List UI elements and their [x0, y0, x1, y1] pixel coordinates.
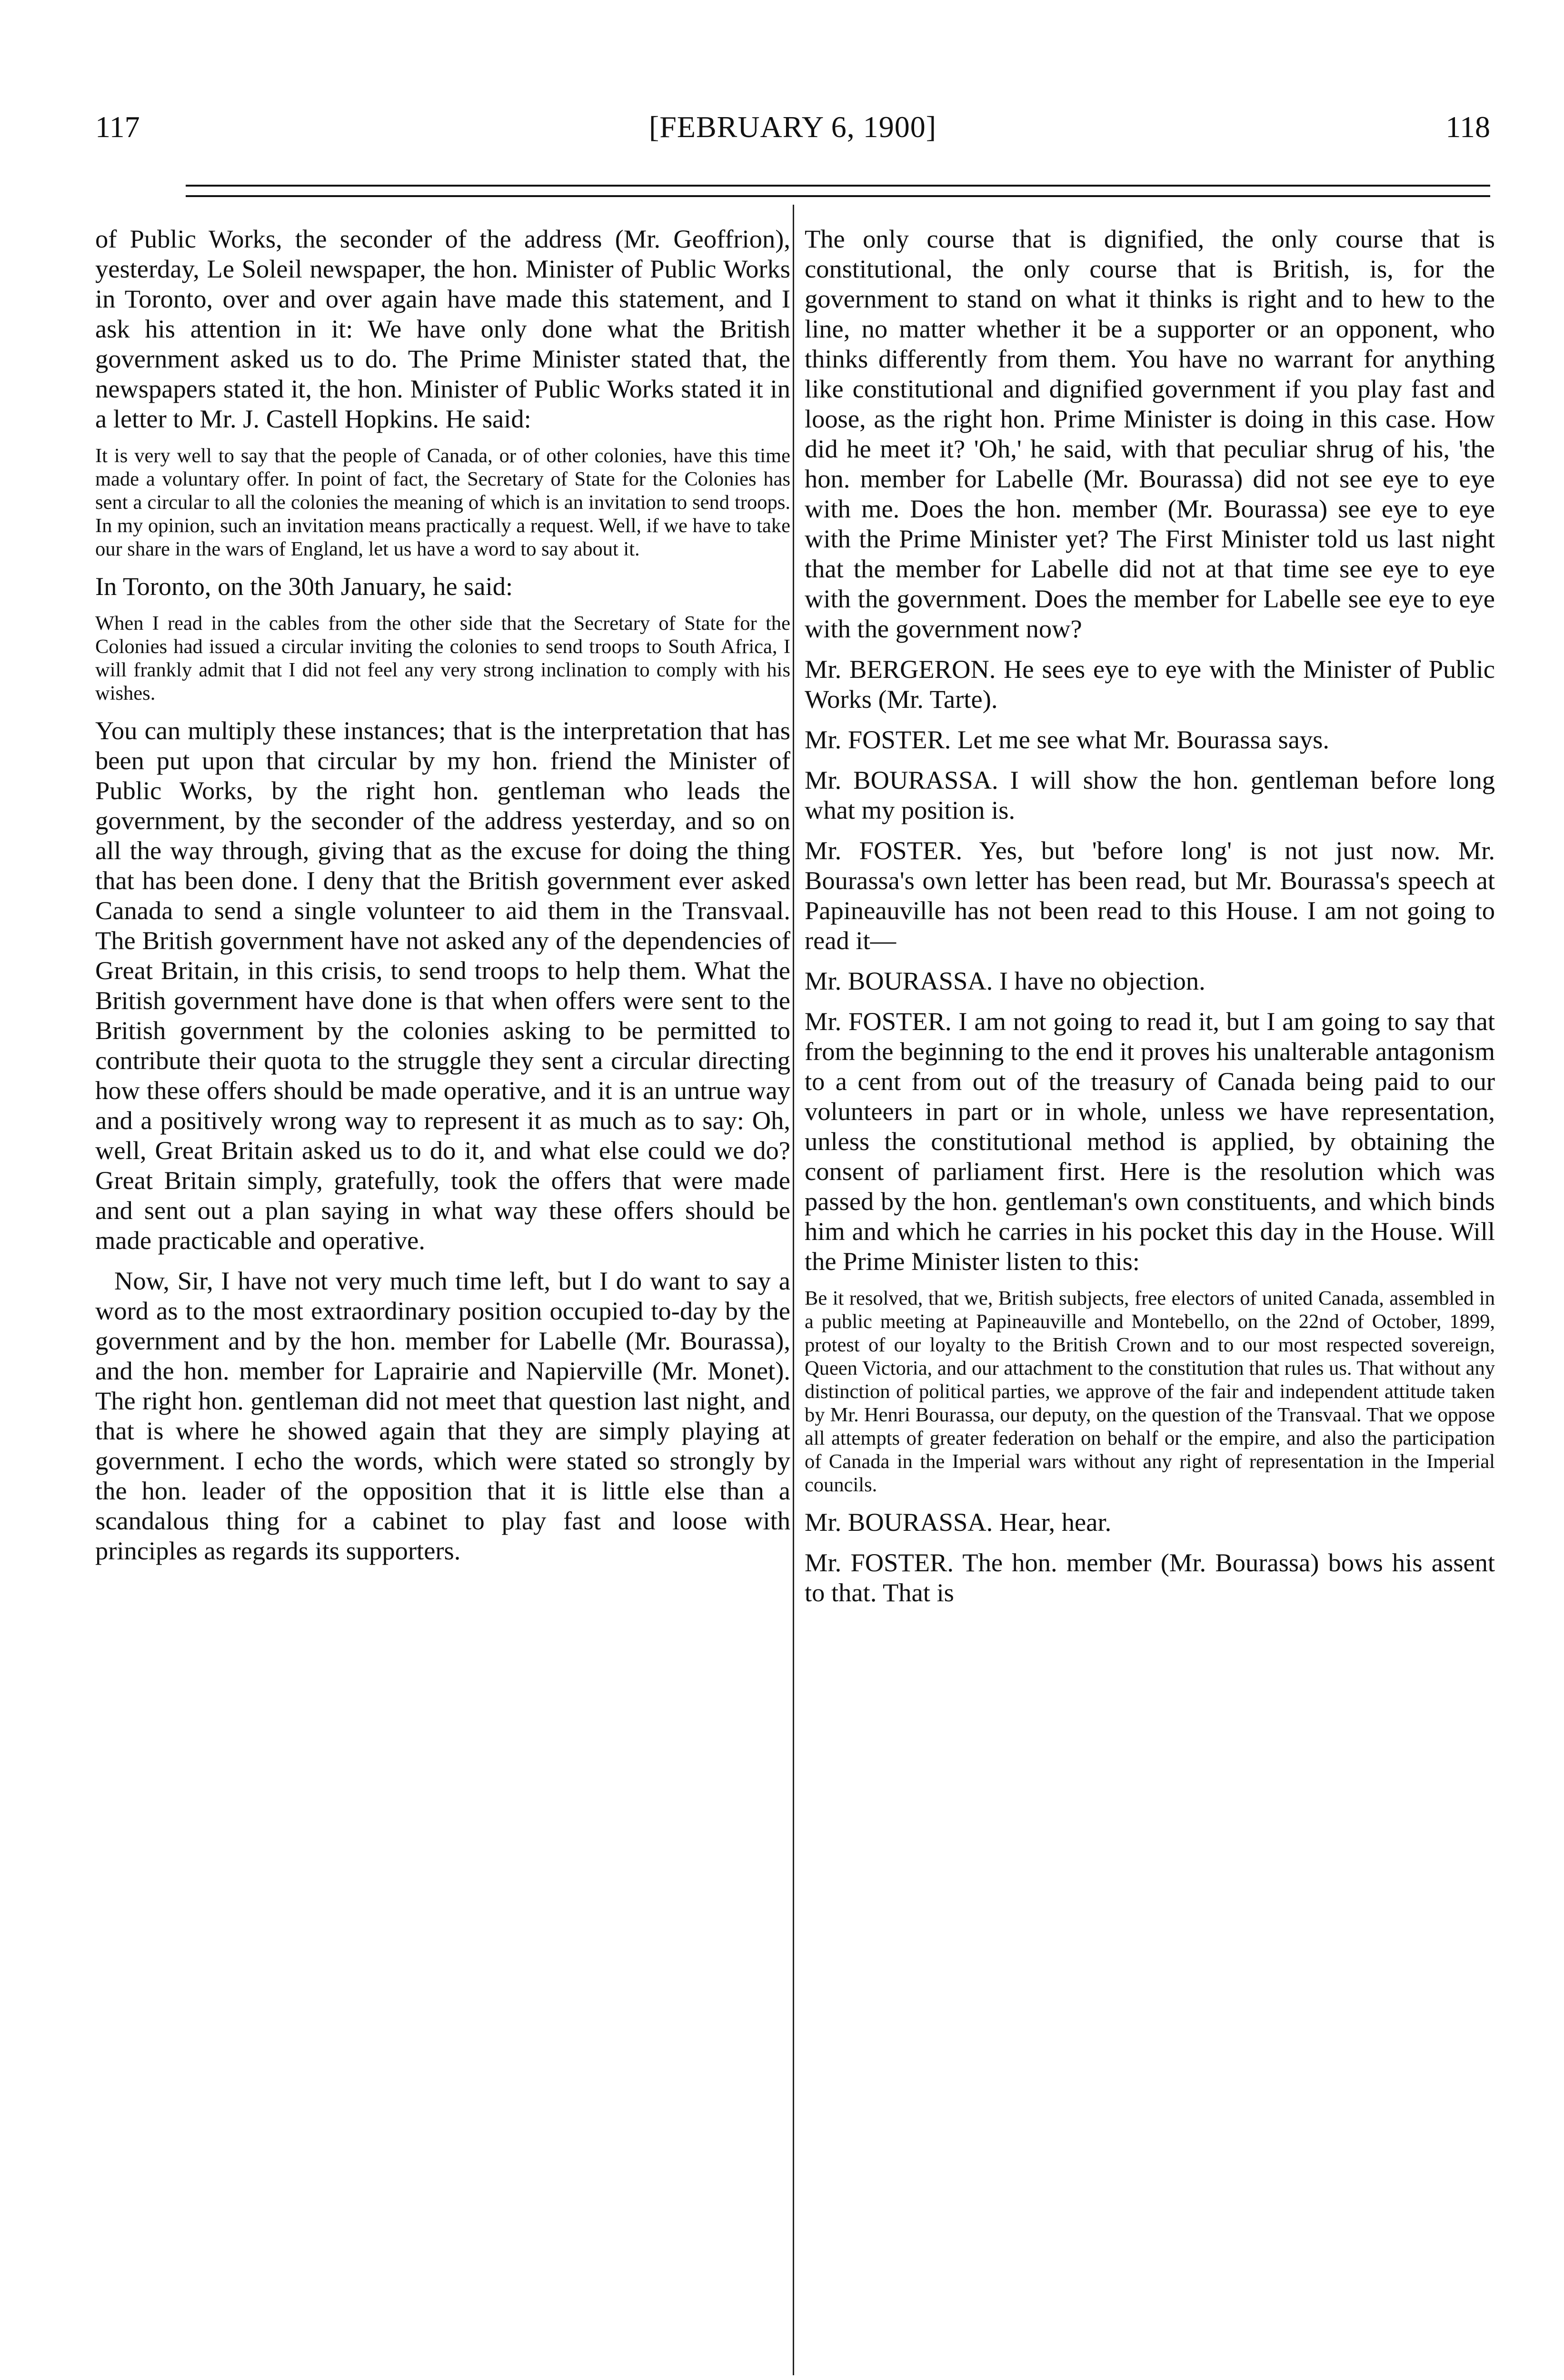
resolution-quotation: Be it resolved, that we, British subjects, free electors of united Canada, assembled in a public meeting at Papineauville and Montebello, on the 22nd of October, 1899, protest of our loyalty to the British Crown and to our most respected sovereign, Queen Victoria, and our attachment to the constitution that rules us. That without any distinction of political parties, we approve of the fair and independent attitude taken by Mr. Henri Bourassa, our deputy, on the question of the Transvaal. That we oppose all attempts of greater federation on behalf or the empire, and also the participation of Canada in the Imperial wars without any right of representation in the Imperial councils. [805, 1287, 1495, 1496]
paragraph: Now, Sir, I have not very much time left, but I do want to say a word as to the most extraordinary position occupied to-day by the government and by the hon. member for Labelle (Mr. Bourassa), and the hon. member for Laprairie and Napierville (Mr. Monet). The right hon. gentleman did not meet that question last night, and that is where he showed again that they are simply playing at government. I echo the words, which were stated so strongly by the hon. leader of the opposition that it is little else than a scandalous thing for a cabinet to play fast and loose with principles as regards its supporters. [95, 1266, 790, 1565]
speech-foster: Mr. FOSTER. The hon. member (Mr. Bourassa) bows his assent to that. That is [805, 1548, 1495, 1607]
speech-foster: Mr. FOSTER. Let me see what Mr. Bourassa says. [805, 725, 1330, 754]
header-rule-top [186, 185, 1490, 187]
quotation: It is very well to say that the people of Canada, or of other colonies, have this time made a voluntary offer. In point of fact, the Secretary of State for the Colonies has sent a circular to all the colonies the meaning of which is an invitation to send troops. In my opinion, such an invitation means practically a request. Well, if we have to take our share in the wars of England, let us have a word to say about it. [95, 445, 790, 560]
paragraph: You can multiply these instances; that is the interpretation that has been put upon that circular by my hon. friend the Minister of Public Works, by the right hon. gentleman who leads the government, by the seconder of the address yesterday, and so on all the way through, giving that as the excuse for doing the thing that has been done. I deny that the British government ever asked Canada to send a single volunteer to aid them in the Transvaal. The British government have not asked any of the dependencies of Great Britain, in this crisis, to send troops to help them. What the British government have done is that when offers were sent to the British government by the colonies asking to be permitted to contribute their quota to the struggle they sent a circular directing how these offers should be made operative, and it is an untrue way and a positively wrong way to represent it as much as to say: Oh, well, Great Britain asked us to do it, and what else could we do? Great Britain simply, gratefully, took the offers that were made and sent out a plan saying in what way these offers should be made practicable and operative. [95, 716, 790, 1255]
page-header [95, 109, 1490, 162]
paragraph: The only course that is dignified, the only course that is constitutional, the only course that is British, is, for the government to stand on what it thinks is right and to hew to the line, no matter whether it be a supporter or an opponent, who thinks differently from them. You have no warrant for anything like constitutional and dignified government if you play fast and loose, as the right hon. Prime Minister is doing in this case. How did he meet it? 'Oh,' he said, with that peculiar shrug of his, 'the hon. member for Labelle (Mr. Bourassa) did not see eye to eye with me. Does the hon. member (Mr. Bourassa) see eye to eye with the Prime Minister yet? The First Minister told us last night that the member for Labelle did not at that time see eye to eye with the government. Does the member for Labelle see eye to eye with the government now? [805, 224, 1495, 643]
paragraph: of Public Works, the seconder of the address (Mr. Geoffrion), yesterday, Le Soleil newspaper, the hon. Minister of Public Works in Toronto, over and over again have made this statement, and I ask his attention in it: We have only done what the British government asked us to do. The Prime Minister stated that, the newspapers stated it, the hon. Minister of Public Works stated it in a letter to Mr. J. Castell Hopkins. He said: [95, 224, 790, 433]
page-date: [FEBRUARY 6, 1900] [648, 110, 937, 144]
column-divider [793, 205, 794, 2375]
speech-foster: Mr. FOSTER. I am not going to read it, but I am going to say that from the beginning to the end it proves his unalterable antagonism to a cent from out of the treasury of Canada being paid to our volunteers in part or in whole, unless we have representation, unless the constitutional method is applied, by obtaining the consent of parliament first. Here is the resolution which was passed by the hon. gentleman's own constituents, and which binds him and which he carries in his pocket this day in the House. Will the Prime Minister listen to this: [805, 1007, 1495, 1276]
right-column [805, 224, 1495, 2366]
speech-bourassa: Mr. BOURASSA. I have no objection. [805, 966, 1205, 995]
right-page-number: 118 [1445, 110, 1490, 144]
speech-bergeron: Mr. BERGERON. He sees eye to eye with the Minister of Public Works (Mr. Tarte). [805, 654, 1495, 714]
left-page-number: 117 [95, 110, 140, 144]
quotation: When I read in the cables from the other side that the Secretary of State for the Colonies had issued a circular inviting the colonies to send troops to South Africa, I will frankly admit that I did not feel any very strong inclination to comply with his wishes. [95, 612, 790, 704]
header-rule-bottom [186, 195, 1490, 197]
left-column [95, 224, 790, 2366]
speech-bourassa: Mr. BOURASSA. I will show the hon. gentleman before long what my position is. [805, 765, 1495, 824]
paragraph: In Toronto, on the 30th January, he said: [95, 572, 513, 601]
speech-bourassa: Mr. BOURASSA. Hear, hear. [805, 1507, 1112, 1537]
speech-foster: Mr. FOSTER. Yes, but 'before long' is not just now. Mr. Bourassa's own letter has been read, but Mr. Bourassa's speech at Papineauville has not been read to this House. I am not going to read it— [805, 836, 1495, 955]
